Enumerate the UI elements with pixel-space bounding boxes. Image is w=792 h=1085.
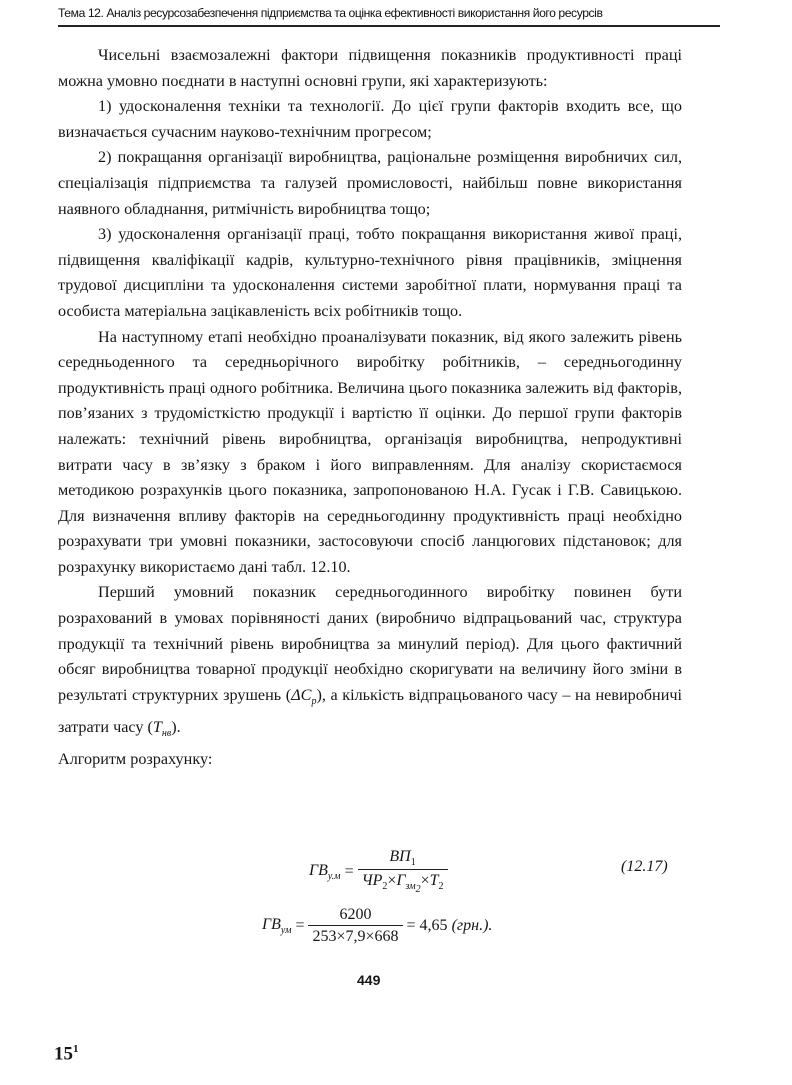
paragraph-hourly-output: На наступному етапі необхідно проаналізувати показник, від якого залежить рівень середньоденного та середньорічного виробітку робітників, – середньогодинну продуктивність праці одного робітника. Величина цього показника залежить від факторів, пов’язаних з трудомісткістю продукції і вартістю її оцінки. До першої групи факторів належать: технічний рівень виробництва, організація виробництва, непродуктивні витрати часу в зв’язку з браком і його виправленням. Для аналізу скористаємося методикою розрахунків цього показника, запропонованою Н.А. Гусак і Г.В. Савицькою. Для визначення впливу факторів на середньогодинну продуктивність праці необхідно розрахувати три умовні показники, застосовуючи спосіб ланцюгових підстановок; для розрахунку використаємо дані табл. 12.10.: [58, 327, 682, 576]
formula-2-equals: =: [295, 917, 305, 934]
formula-2-unit: (грн.).: [451, 917, 493, 934]
print-signature: [54, 1043, 79, 1065]
formula-1-fraction: [358, 848, 448, 895]
formula-1-equals: =: [344, 862, 354, 880]
formula-2-denominator: 253×7,9×668: [312, 928, 399, 945]
page-number: 449: [357, 972, 381, 988]
delta-sub: р: [311, 696, 317, 708]
text-after: ).: [171, 717, 181, 736]
formula-1-times-2: ×: [420, 872, 430, 890]
formula-1-num-sub: 1: [410, 857, 416, 869]
formula-1-num-symbol: ВП: [389, 848, 411, 865]
formula-number: (12.17): [621, 858, 668, 875]
paragraph-intro: Чисельні взаємозалежні фактори підвищення показників продуктивності праці можна умовно поєднати в наступні основні групи, які характеризують:: [58, 46, 682, 90]
algorithm-label: Алгоритм розрахунку:: [58, 749, 213, 768]
formula-1-den-b-sub-text: зм: [405, 881, 416, 893]
formula-1-denominator: [358, 870, 448, 895]
paragraph-group-1: 1) удосконалення техніки та технології. До цієї групи факторів входить все, що визначається сучасним науково-технічним прогресом;: [58, 97, 682, 141]
time-symbol: T: [152, 717, 162, 736]
text-before: Перший умовний показник середньогодинного виробітку повинен бути розрахований в умовах порівняності даних (виробничо відпрацьований час, структура продукції та технічний рівень виробництва за минулий період). Для цього фактичний обсяг виробництва товарної продукції необхідно скоригувати на величину його зміни в результаті структурних зрушень (: [58, 583, 682, 704]
formula-1-den-b: Г: [396, 872, 406, 890]
formula-1-den-a-sub: 2: [382, 881, 388, 893]
delta-symbol: ΔC: [291, 685, 312, 704]
formula-1-numerator: [358, 848, 448, 870]
signature-sup: 1: [73, 1043, 79, 1055]
running-header: Тема 12. Аналіз ресурсозабезпечення підприємства та оцінка ефективності використання його ресурсів: [58, 6, 603, 20]
formula-1-times-1: ×: [387, 872, 397, 890]
formula-1-den-c: Т: [429, 872, 439, 890]
formula-calculation: [262, 906, 492, 946]
formula-1-den-b-sub: [405, 881, 421, 896]
formula-2-lhs-symbol: ГВ: [262, 915, 281, 933]
formula-1-den-b-sub-index: 2: [415, 884, 421, 896]
paragraph-group-2: 2) покращання організації виробництва, раціональне розміщення виробничих сил, спеціалізація підприємства та галузей промисловості, найбільш повне використання наявного обладнання, ритмічність виробництва тощо;: [58, 148, 682, 218]
formula-2-numerator: 6200: [308, 906, 402, 926]
formula-1-lhs: [309, 862, 341, 882]
formula-2-lhs: [262, 916, 291, 936]
paragraph-group-3: 3) удосконалення організації праці, тобто покращання використання живої праці, підвищення кваліфікації кадрів, культурно-технічного рівня працівників, зміцнення трудової дисципліни та удосконалення системи заробітної плати, нормування праці та особиста матеріальна зацікавленість всіх робітників тощо.: [58, 225, 682, 320]
formula-2-result: = 4,65: [406, 917, 448, 934]
paragraph-first-indicator: [58, 580, 682, 746]
formula-12-17: [309, 848, 448, 895]
formula-1-lhs-sub: у.м: [327, 870, 341, 882]
formula-1-den-c-sub: 2: [438, 881, 444, 893]
formula-2-fraction: [308, 906, 402, 946]
formula-2-lhs-sub: ум: [280, 925, 292, 937]
header-rule: [58, 25, 720, 27]
text-middle: ), а кількість відпрацьованого часу – на невиробничі затрати часу (: [58, 685, 682, 736]
formula-1-lhs-symbol: ГВ: [309, 861, 328, 879]
signature-number: 15: [54, 1043, 73, 1065]
body-text: [58, 43, 682, 772]
time-sub: нв: [161, 727, 172, 739]
formula-1-den-a: ЧР: [361, 872, 383, 890]
